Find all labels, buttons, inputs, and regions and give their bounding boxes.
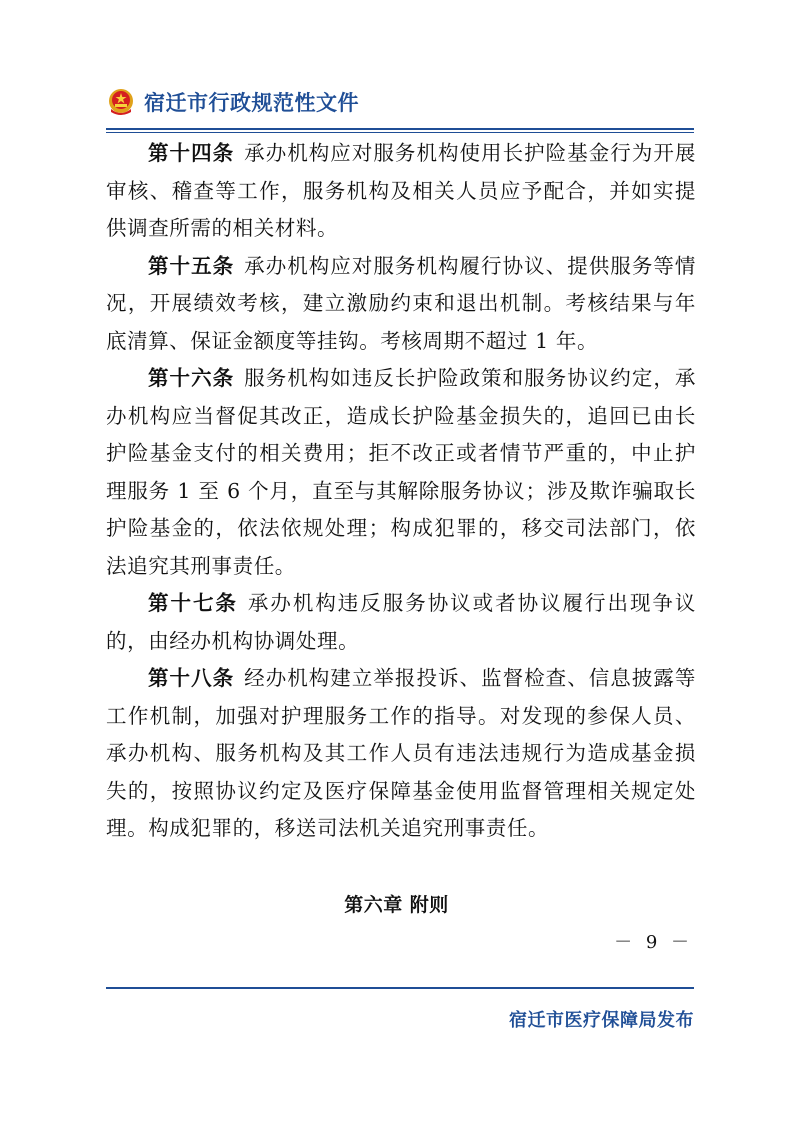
- footer-rule: [106, 987, 694, 989]
- article-14: [106, 135, 696, 248]
- footer-publisher: 宿迁市医疗保障局发布: [509, 1010, 694, 1031]
- document-header: [106, 84, 359, 120]
- article-label: 第十七条: [148, 591, 238, 615]
- national-emblem-icon: [106, 87, 136, 117]
- article-text: 承办机构应对服务机构使用长护险基金行为开展审核、稽查等工作，服务机构及相关人员应予配合，并如实提供调查所需的相关材料。: [106, 141, 696, 240]
- article-label: 第十六条: [148, 366, 235, 390]
- article-18: [106, 660, 696, 848]
- article-text: 服务机构如违反长护险政策和服务协议约定，承办机构应当督促其改正，造成长护险基金损失的，追回已由长护险基金支付的相关费用；拒不改正或者情节严重的，中止护理服务 1 至 6 个月，直至与其解除服务协议；涉及欺诈骗取长护险基金的，依法依规处理；构成犯罪的，移交司法部门，依法追究其刑事责任。: [106, 366, 696, 578]
- article-label: 第十八条: [148, 666, 235, 690]
- article-label: 第十四条: [148, 141, 235, 165]
- article-15: [106, 248, 696, 361]
- header-rule-thin: [106, 132, 694, 133]
- article-text: 经办机构建立举报投诉、监督检查、信息披露等工作机制，加强对护理服务工作的指导。对发现的参保人员、承办机构、服务机构及其工作人员有违法违规行为造成基金损失的，按照协议约定及医疗保障基金使用监督管理相关规定处理。构成犯罪的，移送司法机关追究刑事责任。: [106, 666, 696, 840]
- article-label: 第十五条: [148, 253, 235, 278]
- article-17: [106, 585, 696, 660]
- page-number: － 9 －: [614, 932, 693, 953]
- header-title: 宿迁市行政规范性文件: [144, 91, 359, 115]
- chapter-title: 第六章 附则: [344, 894, 449, 916]
- document-body: [106, 135, 696, 848]
- article-text: 承办机构违反服务协议或者协议履行出现争议的，由经办机构协调处理。: [106, 591, 697, 653]
- header-rule: [106, 128, 694, 130]
- article-16: [106, 360, 696, 585]
- article-text: 承办机构应对服务机构履行协议、提供服务等情况，开展绩效考核，建立激励约束和退出机制。考核结果与年底清算、保证金额度等挂钩。考核周期不超过 1 年。: [106, 253, 696, 353]
